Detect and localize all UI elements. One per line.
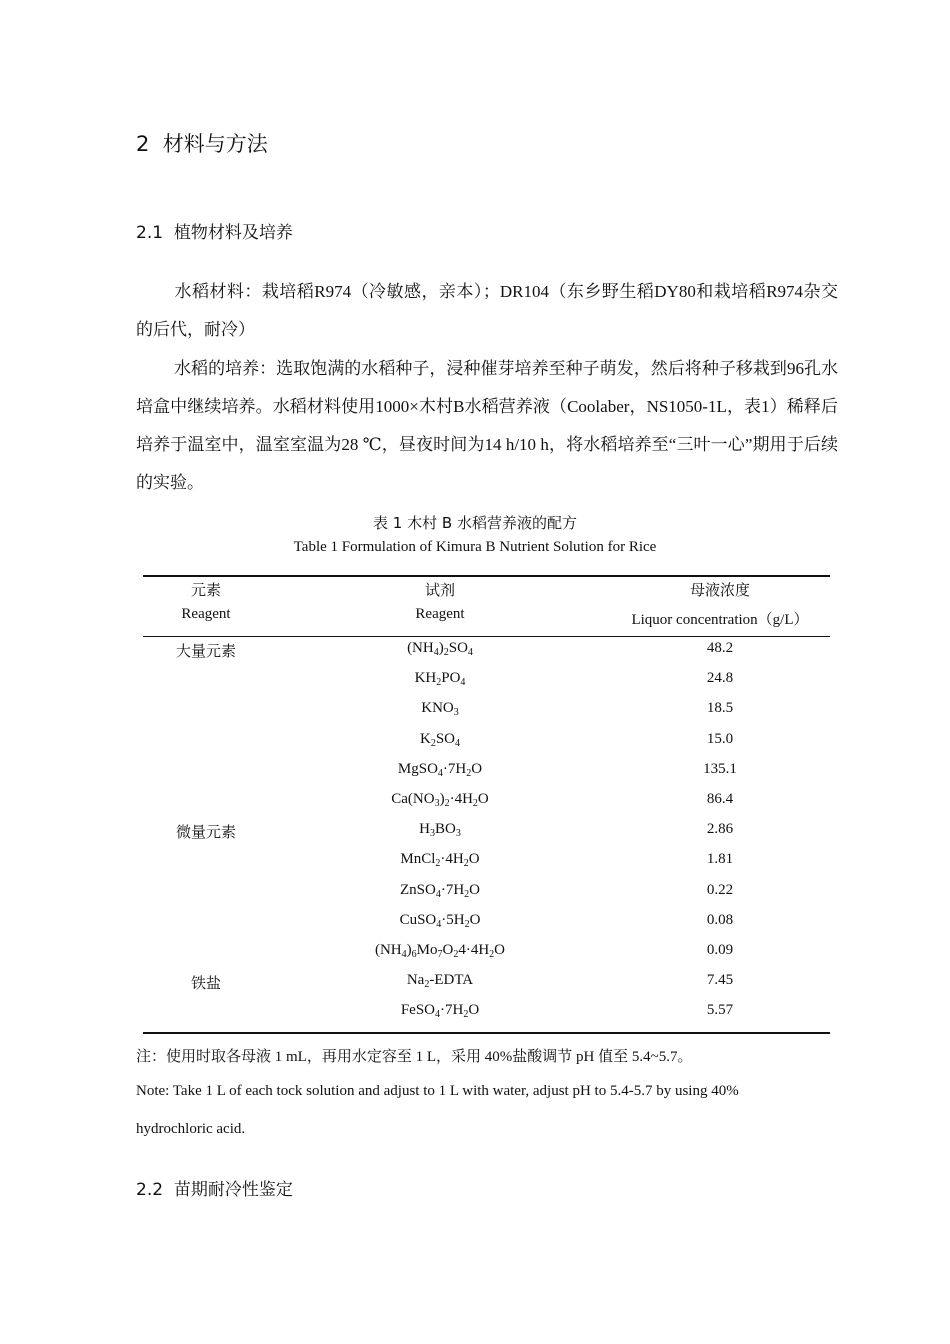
- paragraph-cultivation: [136, 350, 838, 502]
- reagent-cell: $CuSO_4\cdot 5H_2O$: [399, 911, 481, 930]
- table-caption-en: Table 1 Formulation of Kimura B Nutrient Solution for Rice: [293, 539, 657, 555]
- table-note-cn: 注：使用时取各母液 1 mL，再用水定容至 1 L，采用 40%盐酸调节 pH 值至 5.4~5.7。: [136, 1049, 693, 1065]
- reagent-cell: $(NH_4)_2SO_4$: [407, 640, 473, 658]
- header-reagent-en: Reagent: [415, 606, 465, 622]
- reagent-cell: $KH_2PO_4$: [414, 670, 466, 689]
- concentration-cell: 135.1: [703, 760, 737, 777]
- paragraph-materials: [136, 273, 838, 349]
- subsection-number: 2.1: [136, 223, 164, 243]
- table-caption-cn: 表 1 木村 B 水稻营养液的配方: [373, 514, 577, 532]
- reagent-cell: $MnCl_2\cdot 4H_2O$: [400, 851, 480, 870]
- header-concentration-en: Liquor concentration（g/L）: [631, 612, 809, 628]
- table-note-en-line1: Note: Take 1 L of each tock solution and adjust to 1 L with water, adjust pH to 5.4-5.7 by using 40%: [136, 1083, 739, 1099]
- concentration-cell: 18.5: [706, 700, 734, 717]
- concentration-cell: 5.57: [706, 1002, 734, 1019]
- concentration-cell: 15.0: [706, 730, 734, 747]
- section-number: 2: [136, 132, 150, 156]
- reagent-cell: $MgSO_4\cdot 7H_2O$: [397, 760, 483, 779]
- reagent-cell: $ZnSO_4\cdot 7H_2O$: [399, 881, 480, 900]
- table-bottom-rule: [143, 1032, 830, 1034]
- reagent-cell: $FeSO_4\cdot 7H_2O$: [400, 1002, 480, 1021]
- table-top-rule: [143, 575, 830, 577]
- concentration-cell: 0.09: [706, 942, 734, 958]
- element-group-label: 铁盐: [190, 976, 221, 993]
- header-element-cn: 元素: [190, 583, 221, 599]
- concentration-cell: 48.2: [706, 640, 734, 656]
- reagent-cell: $K_2SO_4$: [419, 730, 461, 749]
- reagent-cell: $(NH_4)_6Mo_7O_24\cdot 4H_2O$: [374, 942, 506, 960]
- subsection-title: 苗期耐冷性鉴定: [173, 1180, 293, 1200]
- subsection-heading-2-2: [136, 1175, 293, 1200]
- subsection-number: 2.2: [136, 1180, 164, 1200]
- concentration-cell: 0.08: [706, 911, 734, 928]
- header-concentration-cn: 母液浓度: [689, 583, 750, 599]
- concentration-cell: 86.4: [706, 791, 734, 807]
- section-title: 材料与方法: [162, 132, 268, 156]
- concentration-cell: 24.8: [706, 670, 734, 687]
- paragraph-materials-text: 水稻材料：栽培稻R974（冷敏感，亲本）；DR104（东乡野生稻DY80和栽培稻R974杂交的后代，耐冷）: [136, 282, 838, 339]
- header-reagent-cn: 试剂: [424, 583, 455, 599]
- reagent-cell: $KNO_3$: [421, 700, 459, 719]
- section-heading: [136, 128, 268, 158]
- reagent-cell: $Ca(NO_3)_2\cdot 4H_2O$: [391, 791, 489, 809]
- element-group-label: 大量元素: [175, 644, 236, 660]
- subsection-heading-2-1: [136, 218, 293, 243]
- concentration-cell: 2.86: [706, 821, 734, 838]
- paragraph-cultivation-text: 水稻的培养：选取饱满的水稻种子，浸种催芽培养至种子萌发，然后将种子移栽到96孔水培盒中继续培养。水稻材料使用1000×木村B水稻营养液（Coolaber，NS1050-1L，表1）稀释后培养于温室中，温室室温为28 ℃，昼夜时间为14 h/10 h，将水稻培养至“三叶一心”期用于后续的实验。: [136, 359, 838, 492]
- concentration-cell: 0.22: [706, 881, 734, 898]
- subsection-title: 植物材料及培养: [173, 223, 293, 243]
- header-element-en: Reagent: [181, 606, 231, 622]
- reagent-cell: $H_3BO_3$: [419, 821, 461, 840]
- element-group-label: 微量元素: [175, 825, 236, 842]
- concentration-cell: 1.81: [706, 851, 734, 868]
- concentration-cell: 7.45: [706, 972, 734, 989]
- table-note-en-line2: hydrochloric acid.: [136, 1121, 246, 1137]
- table-header-rule: [143, 636, 830, 637]
- reagent-cell: $Na_2$-EDTA: [406, 972, 474, 991]
